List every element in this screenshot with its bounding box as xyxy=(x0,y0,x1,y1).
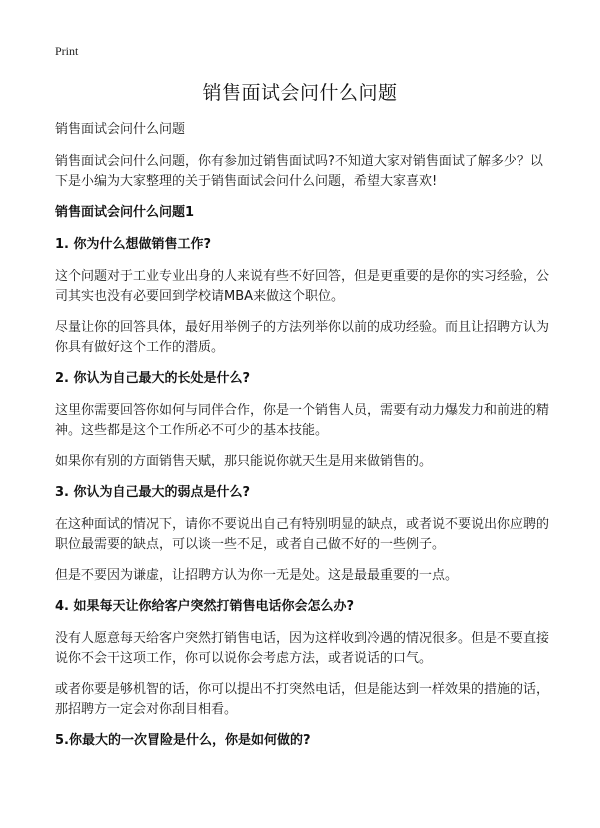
question-heading-4: 4. 如果每天让你给客户突然打销售电话你会怎么办? xyxy=(55,599,355,614)
question-2-paragraph-1: 这里你需要回答你如何与同伴合作，你是一个销售人员，需要有动力爆发力和前进的精神。这些都是这个工作所必不可少的基本技能。 xyxy=(55,403,550,438)
article-body xyxy=(55,120,550,763)
question-heading-1: 1. 你为什么想做销售工作? xyxy=(55,237,212,252)
question-heading-2: 2. 你认为自己最大的长处是什么? xyxy=(55,371,251,386)
question-1-paragraph-2: 尽量让你的回答具体，最好用举例子的方法列举你以前的成功经验。而且让招聘方认为你具有做好这个工作的潜质。 xyxy=(55,320,550,355)
question-1-paragraph-1: 这个问题对于工业专业出身的人来说有些不好回答，但是更重要的是你的实习经验，公司其实也没有必要回到学校请MBA来做这个职位。 xyxy=(55,269,550,304)
question-3-paragraph-1: 在这种面试的情况下，请你不要说出自己有特别明显的缺点，或者说不要说出你应聘的职位最需要的缺点，可以谈一些不足，或者自己做不好的一些例子。 xyxy=(55,517,550,552)
question-heading-3: 3. 你认为自己最大的弱点是什么? xyxy=(55,485,251,500)
question-heading-5: 5.你最大的一次冒险是什么，你是如何做的? xyxy=(55,733,311,748)
question-4-paragraph-1: 没有人愿意每天给客户突然打销售电话，因为这样收到冷遇的情况很多。但是不要直接说你不会干这项工作，你可以说你会考虑方法，或者说话的口气。 xyxy=(55,631,550,666)
question-2-paragraph-2: 如果你有别的方面销售天赋，那只能说你就天生是用来做销售的。 xyxy=(55,454,433,469)
print-link[interactable]: Print xyxy=(55,44,79,58)
article-subtitle: 销售面试会问什么问题 xyxy=(55,122,186,137)
document-title: 销售面试会问什么问题 xyxy=(202,82,398,104)
question-4-paragraph-2: 或者你要是够机智的话，你可以提出不打突然电话，但是能达到一样效果的措施的话，那招聘方一定会对你刮目相看。 xyxy=(55,682,550,717)
question-3-paragraph-2: 但是不要因为谦虚，让招聘方认为你一无是处。这是最最重要的一点。 xyxy=(55,568,459,583)
intro-paragraph: 销售面试会问什么问题，你有参加过销售面试吗?不知道大家对销售面试了解多少？以下是小编为大家整理的关于销售面试会问什么问题，希望大家喜欢! xyxy=(55,154,543,189)
section-heading: 销售面试会问什么问题1 xyxy=(55,205,195,220)
